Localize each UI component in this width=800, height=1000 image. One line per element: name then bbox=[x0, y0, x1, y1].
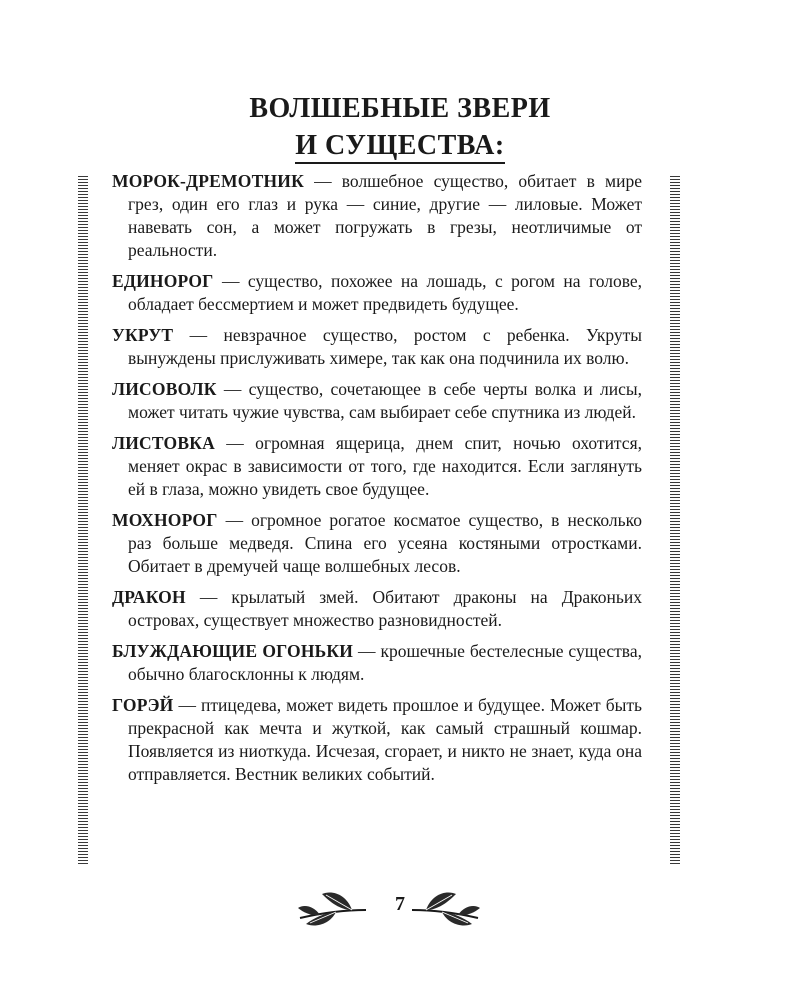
glossary-list bbox=[112, 170, 642, 794]
entry-term: БЛУЖДАЮЩИЕ ОГОНЬКИ bbox=[112, 641, 354, 661]
entry-definition: — крылатый змей. Обитают драконы на Драконьих островах, существует множество разновидностей. bbox=[128, 587, 642, 630]
page-number: 7 bbox=[395, 893, 405, 915]
entry-term: ГОРЭЙ bbox=[112, 695, 174, 715]
right-decorative-border bbox=[670, 176, 680, 866]
entry-definition: — огромное рогатое косматое существо, в несколько раз больше медведя. Спина его усеяна костяными отростками. Обитает в дремучей чаще волшебных лесов. bbox=[128, 510, 642, 576]
glossary-entry bbox=[112, 378, 642, 424]
glossary-entry bbox=[112, 270, 642, 316]
title-line-2: И СУЩЕСТВА: bbox=[295, 130, 504, 164]
entry-term: МОРОК-ДРЕМОТНИК bbox=[112, 171, 304, 191]
entry-definition: — невзрачное существо, ростом с ребенка. Укруты вынуждены прислуживать химере, так как она подчинила их волю. bbox=[128, 325, 642, 368]
entry-definition: — птицедева, может видеть прошлое и будущее. Может быть прекрасной как мечта и жуткой, как самый страшный кошмар. Появляется из ниоткуда. Исчезая, сгорает, и никто не знает, куда она отправляется. Вестник великих событий. bbox=[128, 695, 642, 784]
entry-term: МОХНОРОГ bbox=[112, 510, 218, 530]
glossary-entry bbox=[112, 170, 642, 262]
entry-definition: — волшебное существо, обитает в мире грез, один его глаз и рука — синие, другие — лиловые. Может навевать сон, а может погружать в грезы, неотличимые от реальности. bbox=[128, 171, 642, 260]
leaf-branch-icon bbox=[410, 888, 482, 928]
glossary-entry bbox=[112, 640, 642, 686]
entry-definition: — огромная ящерица, днем спит, ночью охотится, меняет окрас в зависимости от того, где находится. Если заглянуть ей в глаза, можно увидеть свое будущее. bbox=[128, 433, 642, 499]
entry-term: ДРАКОН bbox=[112, 587, 186, 607]
entry-term: ЕДИНОРОГ bbox=[112, 271, 214, 291]
entry-term: ЛИСОВОЛК bbox=[112, 379, 217, 399]
entry-definition: — существо, сочетающее в себе черты волка и лисы, может читать чужие чувства, сам выбирает себе спутника из людей. bbox=[128, 379, 642, 422]
glossary-entry bbox=[112, 324, 642, 370]
page-title bbox=[0, 90, 800, 164]
glossary-entry bbox=[112, 432, 642, 501]
glossary-entry bbox=[112, 586, 642, 632]
leaf-branch-icon bbox=[296, 888, 368, 928]
entry-definition: — существо, похожее на лошадь, с рогом на голове, обладает бессмертием и может предвидеть будущее. bbox=[128, 271, 642, 314]
page-footer bbox=[0, 888, 800, 928]
glossary-entry bbox=[112, 694, 642, 786]
entry-definition: — крошечные бестелесные существа, обычно благосклонны к людям. bbox=[128, 641, 642, 684]
title-line-1: ВОЛШЕБНЫЕ ЗВЕРИ bbox=[249, 93, 551, 124]
glossary-entry bbox=[112, 509, 642, 578]
entry-term: ЛИСТОВКА bbox=[112, 433, 215, 453]
left-decorative-border bbox=[78, 176, 88, 866]
entry-term: УКРУТ bbox=[112, 325, 174, 345]
